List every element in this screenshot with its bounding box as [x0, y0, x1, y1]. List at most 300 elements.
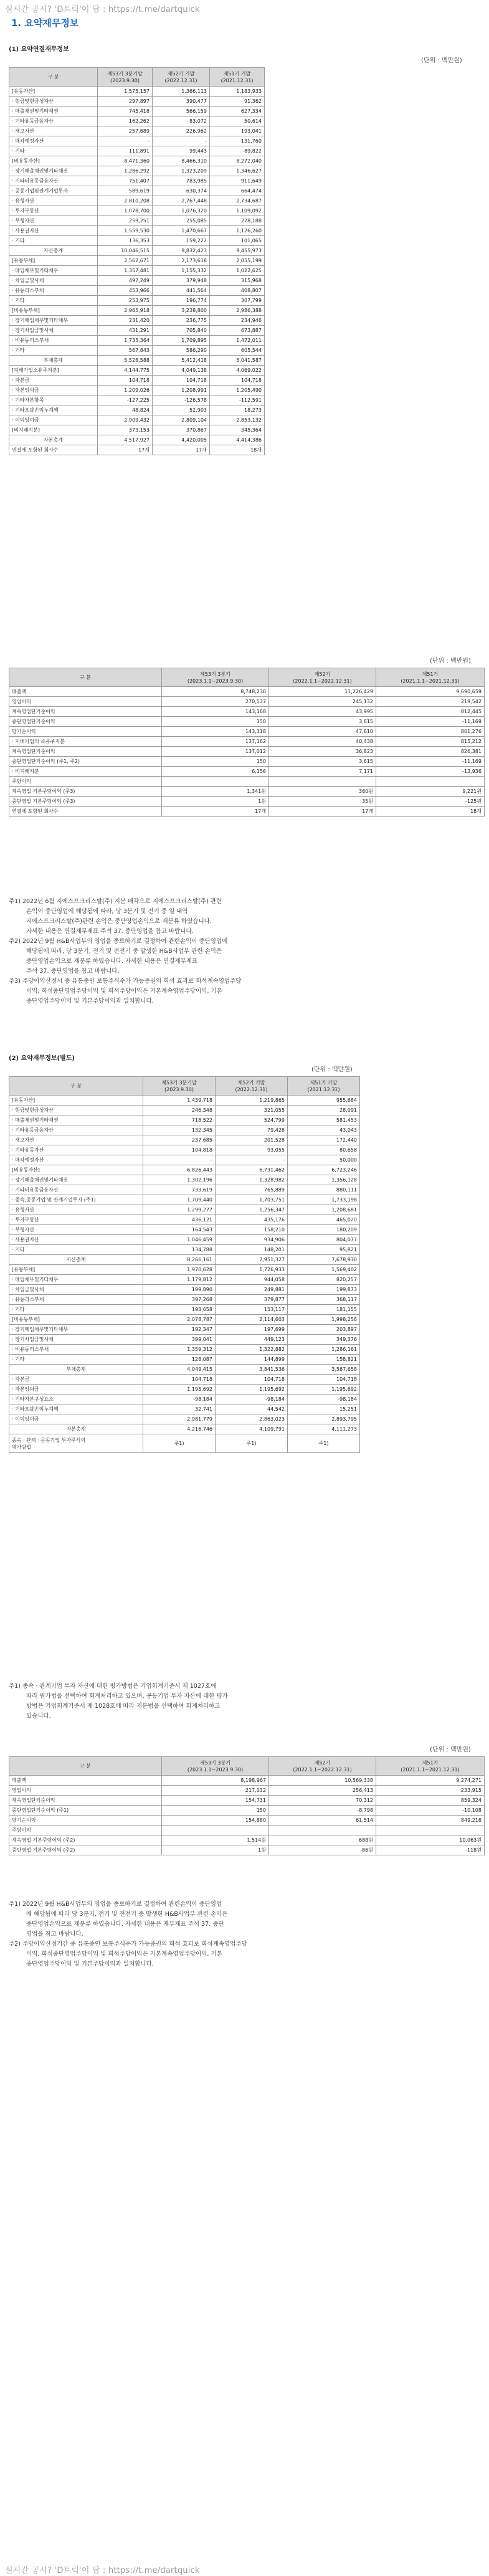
row-label: · 사용권자산: [9, 1235, 143, 1245]
footnote-line: 주3) 주당이익산정시 중 유통중인 보통주식수가 가능증권의 희석 효과로 희석계속영업주당: [9, 978, 242, 985]
table-row: [9, 246, 265, 256]
table-row: [9, 107, 265, 116]
row-label: 중단영업단기순이익: [9, 717, 162, 727]
table-row: [9, 196, 265, 206]
value-cell: 104,818: [143, 1145, 216, 1155]
value-cell: 2,173,618: [153, 256, 210, 266]
table-row: [9, 316, 265, 326]
value-cell: 40,438: [269, 737, 376, 747]
table-row: [9, 405, 265, 415]
table-row: [9, 136, 265, 146]
value-cell: 10,046,515: [98, 246, 153, 256]
value-cell: 83,072: [153, 116, 210, 126]
value-cell: 321,055: [216, 1106, 288, 1115]
value-cell: 1,076,320: [153, 206, 210, 216]
table-row: [9, 326, 265, 336]
table-row: [9, 1325, 360, 1335]
row-label: · 무형자산: [9, 216, 98, 226]
row-label: · 매각예정자산: [9, 1155, 143, 1165]
value-cell: 449,123: [216, 1335, 288, 1345]
value-cell: 1,709,895: [153, 336, 210, 346]
value-cell: 134,788: [143, 1245, 216, 1255]
value-cell: 436,121: [143, 1215, 216, 1225]
value-cell: 43,995: [269, 707, 376, 717]
value-cell: 101,065: [210, 236, 265, 246]
table-row: [9, 156, 265, 166]
row-label: · 비유동리스부채: [9, 336, 98, 346]
value-cell: 249,881: [216, 1285, 288, 1295]
value-cell: -: [143, 1155, 216, 1165]
value-cell: 435,176: [216, 1215, 288, 1225]
footnote-line: 중단영업주당이익 및 기본주당이익과 일치합니다.: [26, 1961, 154, 1968]
value-cell: 17개: [269, 807, 376, 817]
value-cell: 70,312: [269, 1796, 376, 1806]
row-label: · 장기차입금및사채: [9, 1335, 143, 1345]
row-label: 중단영업 기본주당이익 (주3): [9, 797, 162, 807]
table-row: [9, 717, 485, 727]
table-row: [9, 737, 485, 747]
row-label: · 현금및현금성자산: [9, 1106, 143, 1115]
value-cell: 408,807: [210, 286, 265, 296]
value-cell: 246,348: [143, 1106, 216, 1115]
value-cell: 368,117: [288, 1295, 360, 1305]
value-cell: 630,374: [153, 186, 210, 196]
value-cell: 136,353: [98, 236, 153, 246]
value-cell: 50,614: [210, 116, 265, 126]
value-cell: 2,965,918: [98, 306, 153, 316]
value-cell: 390,477: [153, 97, 210, 107]
value-cell: 2,078,787: [143, 1315, 216, 1325]
table-row: [9, 1106, 360, 1115]
value-cell: 270,537: [162, 697, 269, 707]
value-cell: 104,718: [216, 1375, 288, 1385]
value-cell: -112,591: [210, 395, 265, 405]
value-cell: 1,219,865: [216, 1096, 288, 1106]
value-cell: 150: [162, 757, 269, 767]
value-cell: 1,733,198: [288, 1195, 360, 1205]
row-label: · 재고자산: [9, 126, 98, 136]
footnote-line: 이익, 희석중단영업주당이익 및 희석주당이익은 기본계속영업주당이익, 기본: [26, 1951, 222, 1958]
value-cell: 2,893,795: [288, 1414, 360, 1424]
value-cell: 1,109,092: [210, 206, 265, 216]
table-row: [9, 1175, 360, 1185]
table-row: [9, 87, 265, 97]
table-row: [9, 1395, 360, 1404]
footnote-line: 주1) 2022년 9월 H&B사업부의 영업을 종료하기로 결정하여 관련손익이 중단영업: [9, 1901, 222, 1908]
row-label: · 유형자산: [9, 1205, 143, 1215]
footnote-line: 주2) 주당이익산정기간 중 유통중인 보통주식수가 가능증권의 희석 효과로 희석계속영업주당: [9, 1941, 247, 1948]
value-cell: 8,471,360: [98, 156, 153, 166]
table-row: [9, 1404, 360, 1414]
value-cell: 705,840: [153, 326, 210, 336]
value-cell: 8,266,161: [143, 1255, 216, 1265]
footnote-line: 있습니다.: [26, 1713, 51, 1720]
table-row: [9, 697, 485, 707]
table-row: [9, 1185, 360, 1195]
value-cell: 48,824: [98, 405, 153, 415]
row-label: · 자본잉여금: [9, 1385, 143, 1395]
value-cell: 203,897: [288, 1325, 360, 1335]
value-cell: 47,610: [269, 727, 376, 737]
value-cell: 627,334: [210, 107, 265, 116]
table-row: [9, 797, 485, 807]
column-header: 제51기 기말 (2021.12.31): [210, 68, 265, 87]
row-label: [비유동부채]: [9, 1315, 143, 1325]
value-cell: 718,522: [143, 1115, 216, 1125]
value-cell: 43,043: [288, 1125, 360, 1135]
section1-heading: (1) 요약연결재무정보: [9, 46, 69, 53]
value-cell: 137,162: [162, 737, 269, 747]
row-label: · 매입채무및기타채무: [9, 266, 98, 276]
value-cell: 50,000: [288, 1155, 360, 1165]
row-label: 자본총계: [9, 435, 98, 445]
row-label: · 이익잉여금: [9, 1414, 143, 1424]
value-cell: -86원: [269, 1845, 376, 1855]
value-cell: 256,413: [269, 1786, 376, 1796]
value-cell: 1,195,692: [288, 1385, 360, 1395]
table-row: [9, 1135, 360, 1145]
table-row: [9, 1315, 360, 1325]
value-cell: -11,169: [376, 717, 485, 727]
value-cell: 32,741: [143, 1404, 216, 1414]
value-cell: 783,985: [153, 176, 210, 186]
value-cell: 80,658: [288, 1145, 360, 1155]
value-cell: -125원: [376, 797, 485, 807]
value-cell: 153,117: [216, 1305, 288, 1315]
row-label: · 기타비유동금융자산: [9, 1185, 143, 1195]
value-cell: 104,718: [288, 1375, 360, 1385]
value-cell: 1,726,933: [216, 1265, 288, 1275]
value-cell: 4,109,791: [216, 1424, 288, 1434]
value-cell: 307,799: [210, 296, 265, 306]
value-cell: 233,915: [376, 1786, 485, 1796]
value-cell: 278,188: [210, 216, 265, 226]
watermark-top: 실시간 공시? 'D트릭'이 답 : https://t.me/dartquick: [5, 5, 200, 14]
value-cell: 586,290: [153, 346, 210, 356]
value-cell: 4,420,005: [153, 435, 210, 445]
value-cell: -10,108: [376, 1806, 485, 1816]
value-cell: 93,055: [216, 1145, 288, 1155]
value-cell: -98,184: [143, 1395, 216, 1404]
value-cell: 44,542: [216, 1404, 288, 1414]
value-cell: 159,222: [153, 236, 210, 246]
value-cell: 253,975: [98, 296, 153, 306]
value-cell: 765,889: [216, 1185, 288, 1195]
row-label: · 차입금및사채: [9, 276, 98, 286]
table-row: [9, 186, 265, 196]
value-cell: 9,690,659: [376, 687, 485, 697]
table-row: [9, 757, 485, 767]
value-cell: 1,126,260: [210, 226, 265, 236]
value-cell: 3,841,536: [216, 1365, 288, 1375]
value-cell: 2,767,448: [153, 196, 210, 206]
value-cell: 4,069,022: [210, 366, 265, 376]
value-cell: 1,286,161: [288, 1345, 360, 1355]
table-row: [9, 1816, 485, 1825]
value-cell: 7,951,327: [216, 1255, 288, 1265]
table-row: [9, 146, 265, 156]
value-cell: 2,809,104: [153, 415, 210, 425]
value-cell: 859,324: [376, 1796, 485, 1806]
row-label: [비유동자산]: [9, 1165, 143, 1175]
table-row: [9, 1424, 360, 1434]
value-cell: 219,542: [376, 697, 485, 707]
row-label: · 매출채권및기타채권: [9, 1115, 143, 1125]
value-cell: 1,195,692: [216, 1385, 288, 1395]
value-cell: 158,210: [216, 1225, 288, 1235]
value-cell: [376, 777, 485, 787]
value-cell: 259,251: [98, 216, 153, 226]
row-label: [유동부채]: [9, 1265, 143, 1275]
table-row: [9, 787, 485, 797]
footnote-line: 자세한 내용은 연결재무제표 주석 37. 중단영업을 참고 바랍니다.: [26, 928, 194, 935]
table-row: [9, 366, 265, 376]
value-cell: 581,453: [288, 1115, 360, 1125]
value-cell: 180,209: [288, 1225, 360, 1235]
table-row: [9, 256, 265, 266]
table-row: [9, 1155, 360, 1165]
value-cell: 255,085: [153, 216, 210, 226]
value-cell: 28,091: [288, 1106, 360, 1115]
row-label: 매출액: [9, 687, 162, 697]
value-cell: 132,345: [143, 1125, 216, 1135]
value-cell: 1,998,256: [288, 1315, 360, 1325]
value-cell: 6,723,246: [288, 1165, 360, 1175]
value-cell: 849,216: [376, 1816, 485, 1825]
table-row: [9, 1776, 485, 1786]
value-cell: 1,299,277: [143, 1205, 216, 1215]
footnote-line: 주석 37. 중단영업을 참고 바랍니다.: [26, 968, 120, 975]
value-cell: 360원: [269, 787, 376, 797]
table-row: [9, 415, 265, 425]
row-label: 연결에 포함된 회사수: [9, 807, 162, 817]
footnote-line: 해당됨에 따라, 당 3분기, 전기 및 전전기 중 발생한 H&B사업부 관련 손익은: [26, 948, 222, 955]
value-cell: 1,256,347: [216, 1205, 288, 1215]
value-cell: 345,364: [210, 425, 265, 435]
value-cell: 5,528,588: [98, 356, 153, 366]
section1-bs-unit: (단위 : 백만원): [421, 57, 462, 64]
value-cell: 5,412,418: [153, 356, 210, 366]
row-label: · 기타비유동금융자산: [9, 176, 98, 186]
row-label: · 비지배지분: [9, 767, 162, 777]
table-row: [9, 425, 265, 435]
footnote-line: 주1) 2022년 6월 지에스프크리스탈(주) 지분 매각으로 지에스프크리스탈(주) 관련: [9, 898, 222, 905]
value-cell: 567,843: [98, 346, 153, 356]
column-header: 구 분: [9, 1077, 143, 1096]
footnote-line: 손익이 중단영업에 해당됨에 따라, 당 3분기 및 전기 중 일 내역: [26, 908, 188, 915]
value-cell: 911,649: [210, 176, 265, 186]
value-cell: 4,517,927: [98, 435, 153, 445]
row-label: 주당이익: [9, 777, 162, 787]
row-label: · 현금및현금성자산: [9, 97, 98, 107]
value-cell: 1,302,196: [143, 1175, 216, 1185]
row-label: [유동자산]: [9, 1096, 143, 1106]
value-cell: 4,144,775: [98, 366, 153, 376]
value-cell: 79,428: [216, 1125, 288, 1135]
value-cell: [269, 1825, 376, 1835]
value-cell: 9,455,973: [210, 246, 265, 256]
value-cell: 399,041: [143, 1335, 216, 1345]
value-cell: 441,564: [153, 286, 210, 296]
table-row: [9, 356, 265, 366]
row-label: 중단영업단기순이익 (주1, 주2): [9, 757, 162, 767]
table-row: [9, 376, 265, 386]
value-cell: 36,823: [269, 747, 376, 757]
column-header: 구 분: [9, 1757, 162, 1776]
footnote-line: 에 해당됨에 따라 당 3분기, 전기 및 전전기 중 발생한 H&B사업부 관련 손익은: [26, 1911, 228, 1918]
row-label: · 차입금및사채: [9, 1285, 143, 1295]
value-cell: 1,208,681: [288, 1205, 360, 1215]
value-cell: [376, 1825, 485, 1835]
row-label: · 기타: [9, 1355, 143, 1365]
table-header-row: [9, 68, 265, 87]
value-cell: 1,205,490: [210, 386, 265, 395]
row-label: 당기순이익: [9, 1816, 162, 1825]
table-row: [9, 1345, 360, 1355]
value-cell: 4,111,273: [288, 1424, 360, 1434]
value-cell: 2,734,687: [210, 196, 265, 206]
value-cell: 226,962: [153, 126, 210, 136]
value-cell: 3,567,658: [288, 1365, 360, 1375]
value-cell: 104,718: [153, 376, 210, 386]
section2-bs-footnotes: [9, 1682, 482, 1721]
table-row: [9, 176, 265, 186]
value-cell: 143,318: [162, 727, 269, 737]
table-row: [9, 395, 265, 405]
table-row: [9, 435, 265, 445]
value-cell: 217,032: [162, 1786, 269, 1796]
row-label: · 기타: [9, 346, 98, 356]
value-cell: -: [98, 136, 153, 146]
value-cell: -98,184: [288, 1395, 360, 1404]
value-cell: 158,821: [288, 1355, 360, 1365]
value-cell: 6,826,443: [143, 1165, 216, 1175]
value-cell: 236,775: [153, 316, 210, 326]
row-label: · 기타포괄손익누계액: [9, 405, 98, 415]
row-label: · 재고자산: [9, 1135, 143, 1145]
table-row: [9, 1215, 360, 1225]
value-cell: 주1): [216, 1434, 288, 1453]
table-row: [9, 336, 265, 346]
section2-is-unit: (단위 : 백만원): [430, 1746, 471, 1753]
table-row: [9, 1355, 360, 1365]
value-cell: 257,689: [98, 126, 153, 136]
row-label: · 유동리스부채: [9, 286, 98, 296]
value-cell: 2,055,199: [210, 256, 265, 266]
consolidated-balance-sheet-table: [9, 67, 265, 455]
row-label: 부채총계: [9, 356, 98, 366]
value-cell: 9,221원: [376, 787, 485, 797]
table-header-row: [9, 668, 485, 687]
footnote-line: 따라 원가법을 선택하여 회계처리하고 있으며, 공동기업 투자 자산에 대한 평가: [26, 1693, 228, 1700]
footnote-line: 중단영업손익으로 재분류 하였습니다. 자세한 내용은 연결재무제표: [26, 958, 198, 965]
value-cell: 379,877: [216, 1295, 288, 1305]
table-row: [9, 747, 485, 757]
column-header: 제52기 기말 (2022.12.31): [153, 68, 210, 87]
value-cell: 91,362: [210, 97, 265, 107]
row-label: · 장기매입채무및기타채무: [9, 1325, 143, 1335]
row-label: · 장기매입채무및기타채무: [9, 316, 98, 326]
value-cell: 524,799: [216, 1115, 288, 1125]
row-label: 부채총계: [9, 1365, 143, 1375]
value-cell: 431,291: [98, 326, 153, 336]
value-cell: 664,474: [210, 186, 265, 196]
row-label: 연결에 포함된 회사수: [9, 445, 98, 455]
table-row: [9, 286, 265, 296]
value-cell: 2,562,671: [98, 256, 153, 266]
table-row: [9, 1195, 360, 1205]
value-cell: 150: [162, 1806, 269, 1816]
row-label: · 매각예정자산: [9, 136, 98, 146]
table-row: [9, 807, 485, 817]
value-cell: 172,440: [288, 1135, 360, 1145]
table-row: [9, 1225, 360, 1235]
column-header: 구 분: [9, 668, 162, 687]
value-cell: 589,619: [98, 186, 153, 196]
table-row: [9, 1145, 360, 1155]
value-cell: 1,569,402: [288, 1265, 360, 1275]
value-cell: 820,257: [288, 1275, 360, 1285]
separate-income-statement-table: [9, 1756, 485, 1855]
value-cell: 1,346,627: [210, 166, 265, 176]
table-row: [9, 1275, 360, 1285]
value-cell: -8,798: [269, 1806, 376, 1816]
table-row: [9, 777, 485, 787]
value-cell: 315,968: [210, 276, 265, 286]
value-cell: 1,209,026: [98, 386, 153, 395]
value-cell: 1,559,530: [98, 226, 153, 236]
row-label: 계속영업 기본주당이익 (주2): [9, 1835, 162, 1845]
table-row: [9, 445, 265, 455]
value-cell: 1,356,128: [288, 1175, 360, 1185]
value-cell: 143,168: [162, 707, 269, 717]
row-label: [비유동자산]: [9, 156, 98, 166]
row-label: · 기타: [9, 1245, 143, 1255]
value-cell: 5,041,587: [210, 356, 265, 366]
row-label: · 기타포괄손익누계액: [9, 1404, 143, 1414]
value-cell: [162, 777, 269, 787]
row-label: · 자본잉여금: [9, 386, 98, 395]
footnote-line: 중단영업주당이익 및 기본주당이익과 일치합니다.: [26, 998, 154, 1005]
value-cell: 137,012: [162, 747, 269, 757]
row-label: · 유형자산: [9, 196, 98, 206]
value-cell: 373,153: [98, 425, 153, 435]
row-label: · 기타: [9, 236, 98, 246]
value-cell: 1,359,312: [143, 1345, 216, 1355]
value-cell: 673,887: [210, 326, 265, 336]
value-cell: 35원: [269, 797, 376, 807]
value-cell: 104,718: [210, 376, 265, 386]
value-cell: 1원: [162, 797, 269, 807]
value-cell: 8,272,040: [210, 156, 265, 166]
value-cell: 4,049,415: [143, 1365, 216, 1375]
table-row: [9, 1265, 360, 1275]
row-label: · 기타자본항목: [9, 395, 98, 405]
table-row: [9, 1796, 485, 1806]
row-label: · 자본금: [9, 1375, 143, 1385]
value-cell: 2,909,432: [98, 415, 153, 425]
row-label: 계속영업 기본주당이익 (주3): [9, 787, 162, 797]
value-cell: 150: [162, 717, 269, 727]
value-cell: 6,156: [162, 767, 269, 777]
value-cell: 2,114,603: [216, 1315, 288, 1325]
table-row: [9, 1165, 360, 1175]
value-cell: 18,273: [210, 405, 265, 415]
value-cell: 1,286,292: [98, 166, 153, 176]
table-row: [9, 1096, 360, 1106]
value-cell: 453,966: [98, 286, 153, 296]
value-cell: 18개: [376, 807, 485, 817]
